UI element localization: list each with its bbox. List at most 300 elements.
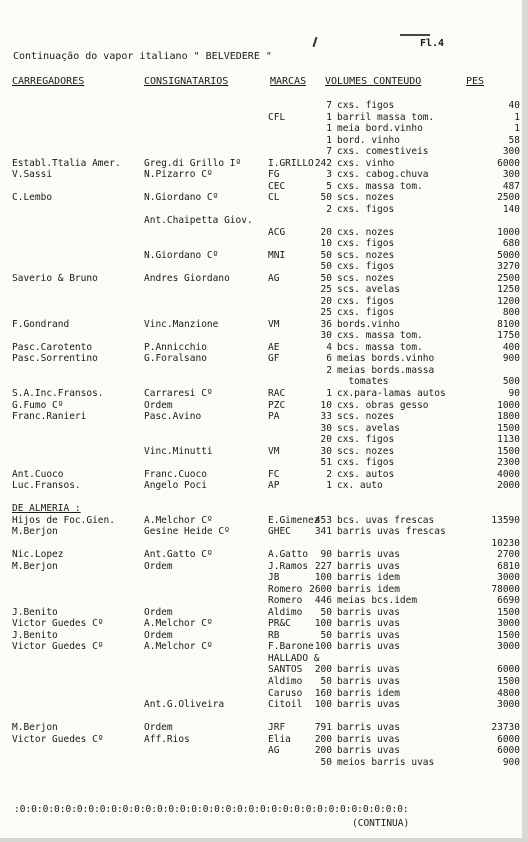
content-cell: barris uvas <box>337 606 400 618</box>
weight-cell: 58 <box>508 134 520 146</box>
volume-cell: 242 <box>314 157 332 169</box>
content-cell: barril massa tom. <box>337 111 435 123</box>
mark-cell: Romero <box>268 583 303 595</box>
volume-cell: 4 <box>326 341 332 353</box>
shipper-cell: M.Berjon <box>12 722 58 734</box>
content-cell: cxs. obras gesso <box>337 399 429 411</box>
content-cell: meias bcs.idem <box>337 595 418 607</box>
volume-cell: 1 <box>326 480 332 492</box>
weight-cell: 8100 <box>497 318 520 330</box>
page-number: Fl.4 <box>420 38 445 49</box>
manifest-row <box>0 400 528 411</box>
manifest-row <box>0 492 528 503</box>
mark-cell: AG <box>268 745 280 757</box>
weight-cell: 1500 <box>497 445 520 457</box>
volume-cell: 30 <box>320 330 332 342</box>
mark-cell: ACG <box>268 226 286 238</box>
header-consignees: CONSIGNATARIOS <box>144 76 229 87</box>
content-cell: barris uvas <box>337 733 400 745</box>
consignee-cell: Ordem <box>144 606 173 618</box>
content-cell: bord. vinho <box>337 134 400 146</box>
content-cell: barris uvas <box>337 676 400 687</box>
volume-cell: 6 <box>326 353 332 365</box>
consignee-cell: Pasc.Avino <box>144 411 202 423</box>
content-cell: barris uvas <box>337 618 400 630</box>
manifest-row <box>0 515 528 526</box>
mark-cell: SANTOS <box>268 664 303 676</box>
manifest-row <box>0 561 528 572</box>
weight-cell: 2000 <box>497 480 520 492</box>
manifest-row <box>0 411 528 422</box>
weight-cell: 1000 <box>497 226 520 238</box>
content-cell: barris uvas <box>337 664 400 676</box>
manifest-row <box>0 688 528 699</box>
weight-cell: 2700 <box>497 549 520 561</box>
manifest-row <box>0 135 528 146</box>
weight-cell: 1000 <box>497 399 520 411</box>
shipper-cell: Franc.Ranieri <box>12 411 87 423</box>
mark-cell: Aldimo <box>268 606 303 618</box>
manifest-row <box>0 434 528 445</box>
volume-cell: 2600 <box>309 583 332 595</box>
mark-cell: PA <box>268 411 280 423</box>
volume-cell: 10 <box>320 238 332 250</box>
weight-cell: 78000 <box>491 583 520 595</box>
content-cell: barris idem <box>337 583 400 595</box>
shipper-cell: Victor Guedes Cº <box>12 733 104 745</box>
manifest-row <box>0 100 528 111</box>
volume-cell: 1 <box>326 123 332 135</box>
content-cell: meios barris uvas <box>337 756 435 768</box>
weight-cell: 6810 <box>497 560 520 572</box>
manifest-row <box>0 250 528 261</box>
content-cell: bcs. massa tom. <box>337 341 423 353</box>
weight-cell: 2500 <box>497 192 520 204</box>
content-cell: barris uvas <box>337 699 400 711</box>
weight-cell: 1 <box>514 111 520 123</box>
mark-cell: FG <box>268 169 280 181</box>
content-cell: cxs. vinho <box>337 157 395 169</box>
consignee-cell: Vinc.Manzione <box>144 318 219 330</box>
content-cell: barris idem <box>337 572 400 584</box>
volume-cell: 30 <box>320 422 332 434</box>
weight-cell: 140 <box>502 203 520 215</box>
manifest-row <box>0 319 528 330</box>
volume-cell: 100 <box>314 572 332 584</box>
volume-cell: 791 <box>314 722 332 734</box>
weight-cell: 400 <box>502 341 520 353</box>
shipper-cell: Ant.Cuoco <box>12 468 64 480</box>
consignee-cell: Andres Giordano <box>144 272 230 284</box>
weight-cell: 1500 <box>497 606 520 618</box>
volume-cell: 227 <box>314 560 332 572</box>
content-cell: cxs. autos <box>337 468 395 480</box>
volume-cell: 50 <box>320 261 332 273</box>
weight-cell: 3000 <box>497 699 520 711</box>
shipper-cell: Establ.Ttalia Amer. <box>12 157 121 169</box>
volume-cell: 10 <box>320 399 332 411</box>
volume-cell: 2 <box>326 203 332 215</box>
mark-cell: RAC <box>268 388 286 399</box>
consignee-cell: Greg.di Grillo Iº <box>144 157 242 169</box>
weight-cell: 10230 <box>491 537 520 549</box>
content-cell: scs. nozes <box>337 445 395 457</box>
manifest-row <box>0 169 528 180</box>
weight-cell: 13590 <box>491 514 520 526</box>
shipper-cell: V.Sassi <box>12 169 53 181</box>
mark-cell: J.Ramos <box>268 560 309 572</box>
volume-cell: 446 <box>314 595 332 607</box>
content-cell: scs. nozes <box>337 249 395 261</box>
volume-cell: 50 <box>320 629 332 641</box>
weight-cell: 6000 <box>497 745 520 757</box>
volume-cell: 50 <box>320 192 332 204</box>
content-cell: barris uvas <box>337 722 400 734</box>
content-cell: barris uvas <box>337 745 400 757</box>
weight-cell: 800 <box>502 307 520 319</box>
weight-cell: 1250 <box>497 284 520 296</box>
mark-cell: PZC <box>268 399 286 411</box>
volume-cell: 160 <box>314 687 332 699</box>
manifest-row <box>0 238 528 249</box>
shipper-cell: M.Berjon <box>12 526 58 538</box>
shipper-cell: J.Benito <box>12 606 58 618</box>
mark-cell: PR&C <box>268 618 291 630</box>
consignee-cell: Gesine Heide Cº <box>144 526 230 538</box>
consignee-cell: G.Foralsano <box>144 353 207 365</box>
content-cell: meia bord.vinho <box>337 123 423 135</box>
volume-cell: 200 <box>314 664 332 676</box>
footer-separator: :0:0:0:0:0:0:0:0:0:0:0:0:0:0:0:0:0:0:0:0:0:0:0:0:0:0:0:0:0:0:0:0:0:0: <box>14 804 409 815</box>
manifest-row <box>0 503 528 514</box>
consignee-cell: P.Annicchio <box>144 341 207 353</box>
volume-cell: 25 <box>320 284 332 296</box>
weight-cell: 300 <box>502 146 520 158</box>
shipper-cell: Luc.Fransos. <box>12 480 81 492</box>
volume-cell: 20 <box>320 295 332 307</box>
manifest-row <box>0 261 528 272</box>
volume-cell: 90 <box>320 549 332 561</box>
mark-cell: E.Gimenez <box>268 514 320 526</box>
consignee-cell: A.Melchor Cº <box>144 514 213 526</box>
volume-cell: 453 <box>314 514 332 526</box>
manifest-row <box>0 584 528 595</box>
content-cell: cxs. figos <box>337 457 395 469</box>
manifest-row <box>0 388 528 399</box>
volume-cell: 1 <box>326 388 332 399</box>
volume-cell: 5 <box>326 180 332 192</box>
content-cell: meias bords.massa <box>337 364 435 376</box>
consignee-cell: A.Melchor Cº <box>144 618 213 630</box>
header-shippers: CARREGADORES <box>12 76 85 87</box>
manifest-row <box>0 353 528 364</box>
volume-cell: 36 <box>320 318 332 330</box>
weight-cell: 300 <box>502 169 520 181</box>
manifest-row <box>0 711 528 722</box>
manifest-row <box>0 146 528 157</box>
content-cell: scs. nozes <box>337 411 395 423</box>
mark-cell: AE <box>268 341 280 353</box>
mark-cell: GHEC <box>268 526 291 538</box>
weight-cell: 1750 <box>497 330 520 342</box>
manifest-row <box>0 284 528 295</box>
volume-cell: 200 <box>314 733 332 745</box>
consignee-cell: Ant.Gatto Cº <box>144 549 213 561</box>
weight-cell: 900 <box>502 756 520 768</box>
volume-cell: 50 <box>320 676 332 687</box>
manifest-row <box>0 664 528 675</box>
weight-cell: 3000 <box>497 618 520 630</box>
mark-cell: JRF <box>268 722 286 734</box>
content-cell: cxs. figos <box>337 238 395 250</box>
mark-cell: Caruso <box>268 687 303 699</box>
manifest-row <box>0 480 528 491</box>
manifest-row <box>0 123 528 134</box>
manifest-row <box>0 376 528 387</box>
weight-cell: 6000 <box>497 664 520 676</box>
shipper-cell: G.Fumo Cº <box>12 399 64 411</box>
manifest-row <box>0 342 528 353</box>
shipper-cell: Pasc.Carotento <box>12 341 93 353</box>
mark-cell: I.GRILLO <box>268 157 314 169</box>
content-cell: cxs. nozes <box>337 226 395 238</box>
volume-cell: 50 <box>320 249 332 261</box>
content-cell: bords.vinho <box>337 318 400 330</box>
volume-cell: 7 <box>326 100 332 111</box>
shipper-cell: F.Gondrand <box>12 318 70 330</box>
content-cell: cxs. figos <box>337 307 395 319</box>
consignee-cell: Angelo Poci <box>144 480 207 492</box>
volume-cell: 20 <box>320 434 332 446</box>
volume-cell: 50 <box>320 272 332 284</box>
volume-cell: 33 <box>320 411 332 423</box>
weight-cell: 6000 <box>497 157 520 169</box>
shipper-cell: Saverio & Bruno <box>12 272 98 284</box>
consignee-cell: Ordem <box>144 399 173 411</box>
manifest-row <box>0 722 528 733</box>
shipper-cell: M.Berjon <box>12 560 58 572</box>
mark-cell: JB <box>268 572 280 584</box>
manifest-row <box>0 549 528 560</box>
mark-cell: MNI <box>268 249 286 261</box>
manifest-row <box>0 273 528 284</box>
mark-cell: CFL <box>268 111 286 123</box>
mark-cell: VM <box>268 445 280 457</box>
manifest-row <box>0 296 528 307</box>
header-volumes-contents: VOLUMES CONTEUDO <box>325 76 422 87</box>
manifest-row <box>0 538 528 549</box>
content-cell: scs. avelas <box>337 422 400 434</box>
volume-cell: 100 <box>314 699 332 711</box>
manifest-row <box>0 158 528 169</box>
volume-cell: 100 <box>314 618 332 630</box>
consignee-cell: Vinc.Minutti <box>144 445 213 457</box>
manifest-row <box>0 676 528 687</box>
volume-cell: 20 <box>320 226 332 238</box>
consignee-cell: Ant.G.Oliveira <box>144 699 225 711</box>
content-cell: meias bords.vinho <box>337 353 435 365</box>
manifest-row <box>0 330 528 341</box>
mark-cell: AP <box>268 480 280 492</box>
content-cell: scs. avelas <box>337 284 400 296</box>
content-cell: barris uvas <box>337 629 400 641</box>
manifest-row <box>0 227 528 238</box>
manifest-row <box>0 641 528 652</box>
weight-cell: 1500 <box>497 422 520 434</box>
manifest-row <box>0 423 528 434</box>
content-cell: barris uvas <box>337 560 400 572</box>
manifest-row <box>0 446 528 457</box>
manifest-row <box>0 745 528 756</box>
consignee-cell: Ordem <box>144 722 173 734</box>
volume-cell: 2 <box>326 468 332 480</box>
volume-cell: 3 <box>326 169 332 181</box>
manifest-row <box>0 204 528 215</box>
weight-cell: 3270 <box>497 261 520 273</box>
mark-cell: GF <box>268 353 280 365</box>
content-cell: cxs. figos <box>337 100 395 111</box>
manifest-row <box>0 595 528 606</box>
weight-cell: 900 <box>502 353 520 365</box>
weight-cell: 2300 <box>497 457 520 469</box>
volume-cell: 50 <box>320 756 332 768</box>
volume-cell: 1 <box>326 134 332 146</box>
mark-cell: RB <box>268 629 280 641</box>
consignee-cell: Aff.Rios <box>144 733 190 745</box>
weight-cell: 5000 <box>497 249 520 261</box>
weight-cell: 1800 <box>497 411 520 423</box>
manifest-row <box>0 653 528 664</box>
volume-cell: 51 <box>320 457 332 469</box>
weight-cell: 6690 <box>497 595 520 607</box>
mark-cell: Romero <box>268 595 303 607</box>
shipper-cell: Hijos de Foc.Gien. <box>12 514 115 526</box>
continued-note: (CONTINUA) <box>352 818 410 829</box>
shipper-cell: Victor Guedes Cº <box>12 641 104 653</box>
consignee-cell: N.Giordano Cº <box>144 192 219 204</box>
weight-cell: 4000 <box>497 468 520 480</box>
manifest-row <box>0 112 528 123</box>
content-cell: barris uvas <box>337 549 400 561</box>
manifest-row <box>0 181 528 192</box>
manifest-row <box>0 526 528 537</box>
consignee-cell: N.Giordano Cº <box>144 249 219 261</box>
volume-cell: 1 <box>326 111 332 123</box>
mark-cell: A.Gatto <box>268 549 309 561</box>
content-cell: barris uvas frescas <box>337 526 446 538</box>
content-cell: cxs. massa tom. <box>337 330 423 342</box>
content-cell: cxs. comestiveis <box>337 146 429 158</box>
volume-cell: 25 <box>320 307 332 319</box>
mark-cell: Elia <box>268 733 291 745</box>
weight-cell: 6000 <box>497 733 520 745</box>
mark-cell: F.Barone <box>268 641 314 653</box>
consignee-cell: Ordem <box>144 629 173 641</box>
shipper-cell: Nic.Lopez <box>12 549 64 561</box>
page-bottom-edge <box>0 838 528 842</box>
volume-cell: 2 <box>326 364 332 376</box>
pen-mark <box>313 37 318 47</box>
weight-cell: 1130 <box>497 434 520 446</box>
content-cell: cx. auto <box>337 480 383 492</box>
mark-cell: HALLADO & <box>268 652 320 664</box>
pen-stroke <box>400 34 430 36</box>
volume-cell: 50 <box>320 606 332 618</box>
content-cell: cxs. figos <box>337 434 395 446</box>
shipper-cell: Pasc.Sorrentino <box>12 353 98 365</box>
manifest-row <box>0 699 528 710</box>
weight-cell: 680 <box>502 238 520 250</box>
weight-cell: 40 <box>508 100 520 111</box>
consignee-cell: Franc.Cuoco <box>144 468 207 480</box>
volume-cell: 30 <box>320 445 332 457</box>
volume-cell: 7 <box>326 146 332 158</box>
manifest-row <box>0 307 528 318</box>
shipper-cell: J.Benito <box>12 629 58 641</box>
content-cell: scs. nozes <box>337 272 395 284</box>
content-cell: cxs. massa tom. <box>337 180 423 192</box>
consignee-cell: A.Melchor Cº <box>144 641 213 653</box>
manifest-row <box>0 630 528 641</box>
weight-cell: 1500 <box>497 676 520 687</box>
manifest-row <box>0 469 528 480</box>
consignee-cell: Carraresi Cº <box>144 388 213 399</box>
volume-cell: 341 <box>314 526 332 538</box>
shipper-cell: DE ALMERIA : <box>12 503 81 515</box>
content-cell: bcs. uvas frescas <box>337 514 435 526</box>
content-cell: cxs. figos <box>337 295 395 307</box>
manifest-row <box>0 618 528 629</box>
weight-cell: 487 <box>502 180 520 192</box>
weight-cell: 3000 <box>497 572 520 584</box>
header-weight: PES <box>466 76 485 87</box>
content-cell: cxs. figos <box>337 261 395 273</box>
manifest-row <box>0 457 528 468</box>
header-marks: MARCAS <box>270 76 307 87</box>
mark-cell: Citoil <box>268 699 303 711</box>
content-cell: cxs. figos <box>337 203 395 215</box>
shipper-cell: S.A.Inc.Fransos. <box>12 388 104 399</box>
weight-cell: 90 <box>508 388 520 399</box>
weight-cell: 2500 <box>497 272 520 284</box>
manifest-row <box>0 572 528 583</box>
content-cell: cx.para-lamas autos <box>337 388 446 399</box>
weight-cell: 1 <box>514 123 520 135</box>
content-cell: barris uvas <box>337 641 400 653</box>
manifest-row <box>0 192 528 203</box>
mark-cell: CEC <box>268 180 286 192</box>
mark-cell: CL <box>268 192 280 204</box>
manifest-row <box>0 365 528 376</box>
consignee-cell: Ant.Chaipetta Giov. <box>144 215 253 227</box>
content-cell: barris idem <box>337 687 400 699</box>
weight-cell: 23730 <box>491 722 520 734</box>
consignee-cell: N.Pizarro Cº <box>144 169 213 181</box>
content-cell: tomates <box>337 376 389 388</box>
manifest-row <box>0 734 528 745</box>
shipper-cell: C.Lembo <box>12 192 53 204</box>
manifest-row <box>0 607 528 618</box>
weight-cell: 3000 <box>497 641 520 653</box>
shipper-cell: Victor Guedes Cº <box>12 618 104 630</box>
document-title: Continuação do vapor italiano " BELVEDERE " <box>13 51 272 62</box>
weight-cell: 1200 <box>497 295 520 307</box>
volume-cell: 200 <box>314 745 332 757</box>
manifest-row <box>0 757 528 768</box>
weight-cell: 1500 <box>497 629 520 641</box>
mark-cell: Aldimo <box>268 676 303 687</box>
mark-cell: FC <box>268 468 280 480</box>
